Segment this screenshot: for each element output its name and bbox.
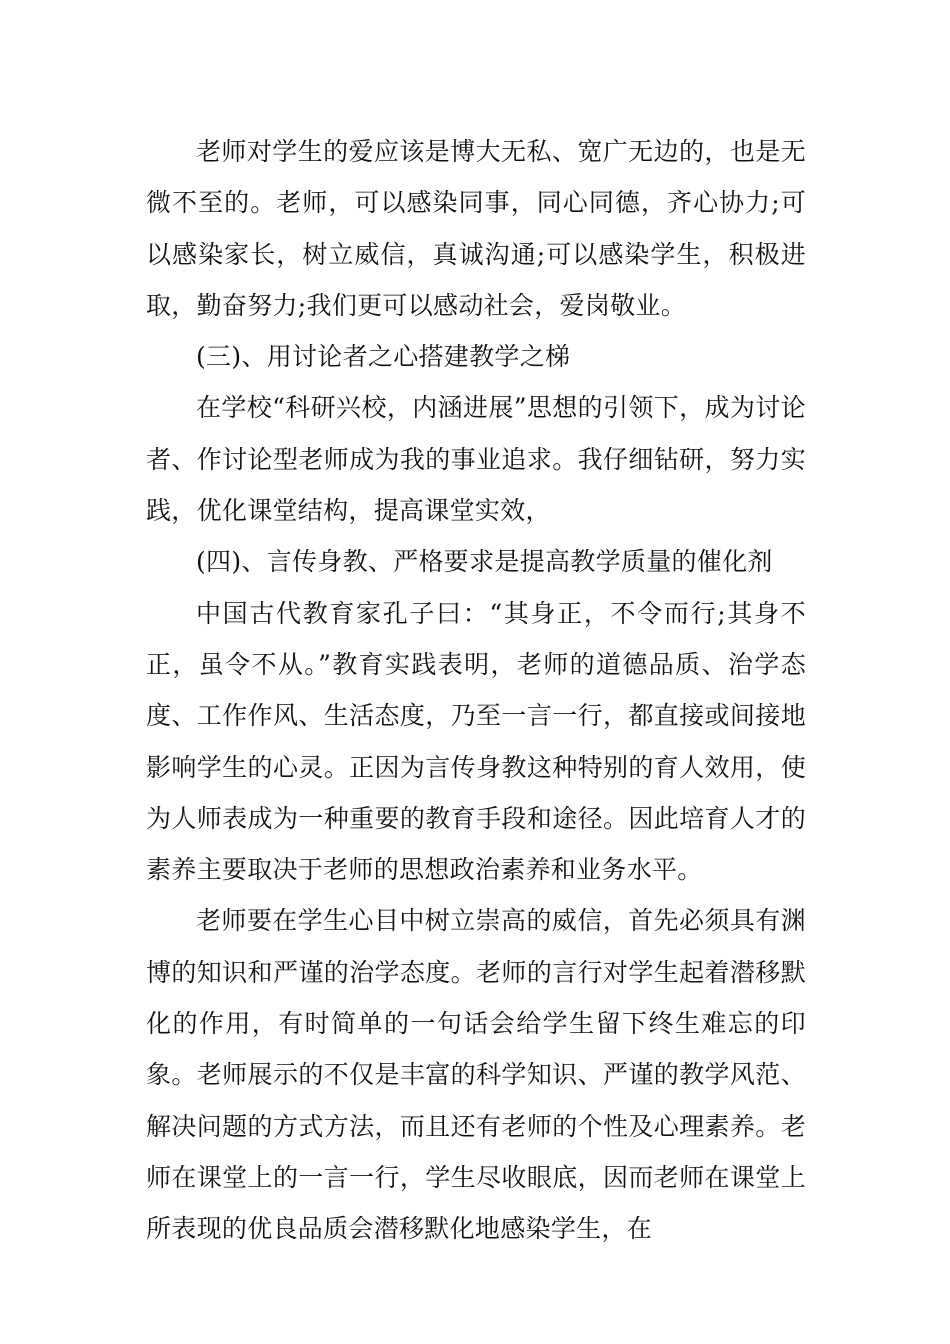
paragraph-research: 在学校“科研兴校，内涵进展”思想的引领下，成为讨论者、作讨论型老师成为我的事业追求。我仔细钻研，努力实践，优化课堂结构，提高课堂实效， bbox=[146, 393, 806, 526]
section-heading-3: (三)、用讨论者之心搭建教学之梯 bbox=[196, 342, 571, 372]
paragraph-teacher-love: 老师对学生的爱应该是博大无私、宽广无边的，也是无微不至的。老师，可以感染同事，同心同德，齐心协力;可以感染家长，树立威信，真诚沟通;可以感染学生，积极进取，勤奋努力;我们更可以感动社会，爱岗敬业。 bbox=[146, 137, 806, 320]
document-body bbox=[146, 126, 806, 1255]
paragraph-prestige: 老师要在学生心目中树立崇高的威信，首先必须具有渊博的知识和严谨的治学态度。老师的言行对学生起着潜移默化的作用，有时简单的一句话会给学生留下终生难忘的印象。老师展示的不仅是丰富的科学知识、严谨的教学风范、解决问题的方式方法，而且还有老师的个性及心理素养。老师在课堂上的一言一行，学生尽收眼底，因而老师在课堂上所表现的优良品质会潜移默化地感染学生，在 bbox=[146, 906, 806, 1244]
section-heading-4: (四)、言传身教、严格要求是提高教学质量的催化剂 bbox=[196, 547, 773, 577]
paragraph-confucius: 中国古代教育家孔子曰：“其身正，不令而行;其身不正，虽令不从。”教育实践表明，老师的道德品质、治学态度、工作作风、生活态度，乃至一言一行，都直接或间接地影响学生的心灵。正因为言传身教这种特别的育人效用，使为人师表成为一种重要的教育手段和途径。因此培育人才的素养主要取决于老师的思想政治素养和业务水平。 bbox=[146, 598, 806, 885]
